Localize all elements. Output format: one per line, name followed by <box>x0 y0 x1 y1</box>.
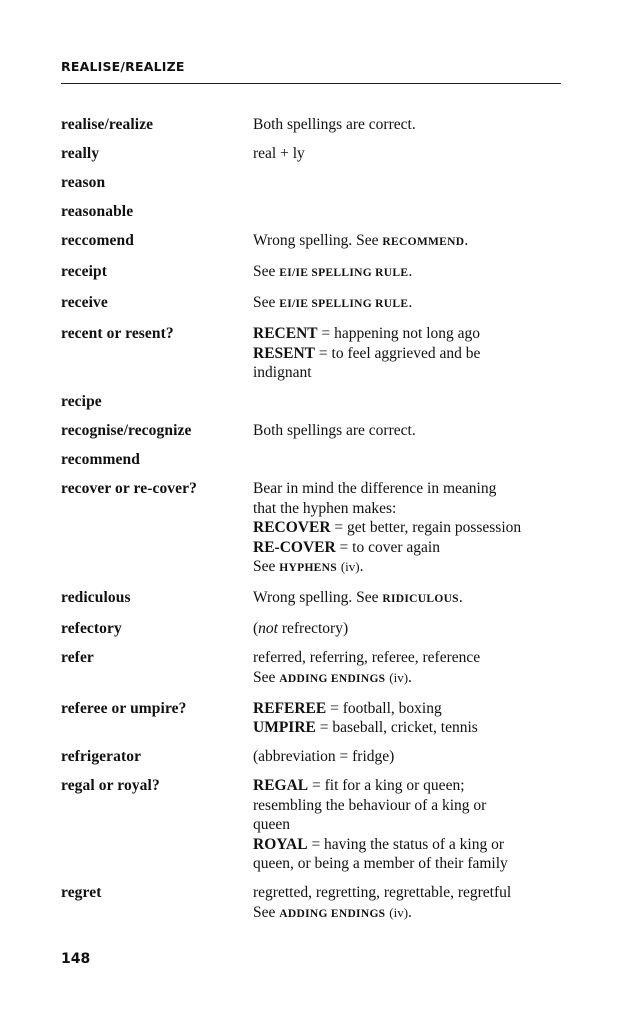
header-rule <box>61 83 561 84</box>
definition-line: Both spellings are correct. <box>253 422 416 439</box>
dictionary-entry <box>61 588 561 610</box>
cross-reference: ADDING ENDINGS <box>279 907 386 920</box>
defined-word: RECOVER <box>253 519 331 536</box>
definition-line: ROYAL = having the status of a king or <box>253 835 504 853</box>
dictionary-entry <box>61 619 561 639</box>
entry-definition <box>253 202 563 222</box>
definition-empty <box>253 392 563 412</box>
entry-term: recover or re-cover? <box>61 480 197 497</box>
defined-word: RECENT <box>253 325 318 342</box>
definition-line: Bear in mind the difference in meaning <box>253 480 497 497</box>
section-ref: (iv) <box>340 559 360 574</box>
definition-line: REFEREE = football, boxing <box>253 699 442 717</box>
definition-line: regretted, regretting, regrettable, regretful <box>253 884 512 901</box>
entry-term: recommend <box>61 451 140 468</box>
emphasis: not <box>258 620 278 637</box>
definition-empty <box>253 450 563 470</box>
dictionary-entry <box>61 648 561 689</box>
entry-term: regal or royal? <box>61 777 160 794</box>
dictionary-entry <box>61 115 561 135</box>
definition-line: that the hyphen makes: <box>253 499 397 517</box>
entry-term: refectory <box>61 620 122 637</box>
definition-empty <box>253 202 563 222</box>
entry-list <box>61 115 561 934</box>
definition-line: UMPIRE = baseball, cricket, tennis <box>253 719 478 736</box>
definition-line: (abbreviation = fridge) <box>253 748 395 765</box>
entry-term: realise/realize <box>61 116 154 133</box>
dictionary-entry <box>61 173 561 193</box>
dictionary-entry <box>61 776 561 874</box>
definition-line: See HYPHENS (iv). <box>253 558 364 575</box>
entry-definition <box>253 588 563 610</box>
dictionary-entry <box>61 324 561 383</box>
dictionary-entry <box>61 293 561 315</box>
definition-line: See EI/IE SPELLING RULE. <box>253 263 413 280</box>
dictionary-entry <box>61 392 561 412</box>
defined-word: UMPIRE <box>253 719 316 736</box>
dictionary-entry <box>61 144 561 164</box>
cross-reference: ADDING ENDINGS <box>279 672 386 685</box>
definition-line: Wrong spelling. See RIDICULOUS. <box>253 589 463 606</box>
definition-line: RECOVER = get better, regain possession <box>253 519 522 536</box>
dictionary-entry <box>61 202 561 222</box>
definition-line: Both spellings are correct. <box>253 116 416 133</box>
cross-reference: HYPHENS <box>279 562 337 574</box>
entry-term: recipe <box>61 393 102 410</box>
entry-definition <box>253 776 563 874</box>
definition-line: See ADDING ENDINGS (iv). <box>253 668 412 686</box>
entry-term: refer <box>61 649 94 666</box>
entry-term: recognise/recognize <box>61 422 192 439</box>
entry-definition <box>253 883 563 924</box>
defined-word: REFEREE <box>253 699 327 717</box>
cross-reference: RIDICULOUS <box>382 593 459 605</box>
entry-term: rediculous <box>61 589 131 606</box>
definition-empty <box>253 173 563 193</box>
entry-definition <box>253 421 563 441</box>
entry-definition <box>253 115 563 135</box>
entry-term: regret <box>61 884 102 901</box>
entry-definition <box>253 144 563 164</box>
cross-reference: EI/IE SPELLING RULE <box>279 298 409 310</box>
definition-line: (not refrectory) <box>253 620 349 637</box>
definition-line: RE-COVER = to cover again <box>253 538 440 556</box>
defined-word: RE-COVER <box>253 538 336 556</box>
defined-word: RESENT <box>253 344 316 362</box>
entry-definition <box>253 619 563 639</box>
definition-line: queen <box>253 816 291 833</box>
definition-line: indignant <box>253 364 312 381</box>
entry-term: receive <box>61 294 108 311</box>
entry-definition <box>253 747 563 767</box>
entry-definition <box>253 392 563 412</box>
entry-definition <box>253 450 563 470</box>
dictionary-entry <box>61 231 561 253</box>
dictionary-entry <box>61 883 561 924</box>
entry-definition <box>253 479 563 579</box>
entry-term: reason <box>61 174 106 191</box>
entry-definition <box>253 699 563 738</box>
section-ref: (iv) <box>389 904 409 920</box>
entry-definition <box>253 262 563 284</box>
entry-term: reccomend <box>61 232 134 249</box>
cross-reference: EI/IE SPELLING RULE <box>279 267 409 279</box>
defined-word: ROYAL <box>253 835 308 853</box>
definition-line: RESENT = to feel aggrieved and be <box>253 344 481 362</box>
definition-line: Wrong spelling. See RECOMMEND. <box>253 232 469 249</box>
entry-term: refrigerator <box>61 748 142 765</box>
dictionary-entry <box>61 479 561 579</box>
definition-line: real + ly <box>253 145 305 162</box>
entry-term: really <box>61 145 100 162</box>
definition-line: referred, referring, referee, reference <box>253 649 481 666</box>
entry-definition <box>253 293 563 315</box>
definition-line: See EI/IE SPELLING RULE. <box>253 294 413 311</box>
dictionary-entry <box>61 262 561 284</box>
definition-line: queen, or being a member of their family <box>253 855 508 872</box>
page-number: 148 <box>61 951 91 967</box>
defined-word: REGAL <box>253 777 309 794</box>
entry-term: recent or resent? <box>61 325 174 342</box>
dictionary-entry <box>61 450 561 470</box>
entry-term: referee or umpire? <box>61 699 187 717</box>
entry-definition <box>253 231 563 253</box>
cross-reference: RECOMMEND <box>382 236 465 248</box>
dictionary-entry <box>61 747 561 767</box>
section-ref: (iv) <box>389 669 409 685</box>
entry-definition <box>253 173 563 193</box>
entry-term: reasonable <box>61 203 134 220</box>
dictionary-entry <box>61 421 561 441</box>
entry-term: receipt <box>61 263 108 280</box>
definition-line: resembling the behaviour of a king or <box>253 796 487 814</box>
running-head: REALISE/REALIZE <box>61 59 185 74</box>
definition-line: REGAL = fit for a king or queen; <box>253 777 465 794</box>
entry-definition <box>253 648 563 689</box>
dictionary-entry <box>61 699 561 738</box>
definition-line: See ADDING ENDINGS (iv). <box>253 903 412 921</box>
definition-line: RECENT = happening not long ago <box>253 325 481 342</box>
entry-definition <box>253 324 563 383</box>
